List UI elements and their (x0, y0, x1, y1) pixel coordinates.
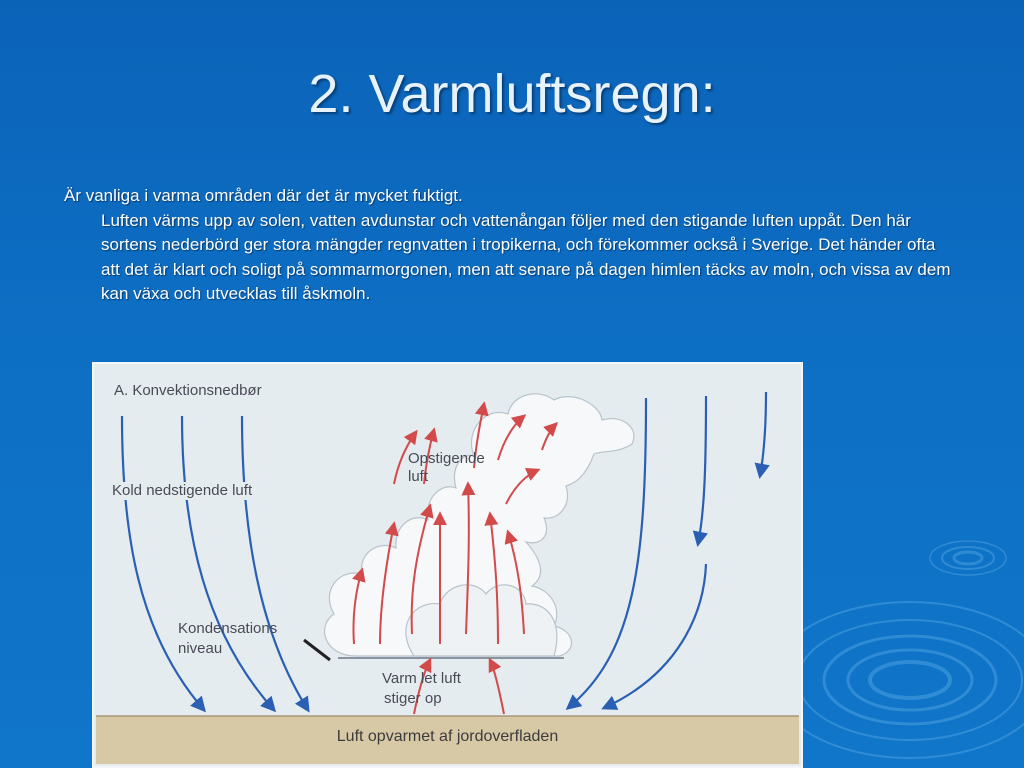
rising-air-label-line1: Opstigende (408, 450, 485, 467)
condensation-label-line1: Kondensations (178, 620, 278, 637)
convection-diagram-drawing (94, 364, 801, 766)
slide-title: 2. Varmluftsregn: (308, 64, 716, 124)
diagram-heading: A. Konvektionsnedbør (114, 382, 262, 399)
slide-body-text (64, 184, 954, 307)
intro-sentence: Är vanliga i varma områden där det är mycket fuktigt. (64, 186, 463, 205)
ground-label: Luft opvarmet af jordoverfladen (336, 728, 559, 745)
explanation-paragraph: Luften värms upp av solen, vatten avdunstar och vattenångan följer med den stigande luften uppåt. Den här sortens nederbörd ger stora mängder regnvatten i tropikerna, och förekommer också i Sverige. Det händer ofta att det är klart och soligt på sommarmorgonen, men att senare på dagen himlen täcks av moln, och vissa av dem kan växa och utvecklas till åskmoln. (101, 210, 951, 303)
cold-air-label: Kold nedstigende luft (112, 482, 253, 499)
cold-air-arrows-left (122, 416, 308, 710)
warm-air-label-line1: Varm let luft (382, 670, 461, 687)
condensation-label-line2: niveau (178, 640, 223, 657)
warm-air-label-line2: stiger op (384, 690, 442, 707)
convection-diagram (92, 362, 803, 768)
rising-air-label-line2: luft (408, 468, 429, 485)
